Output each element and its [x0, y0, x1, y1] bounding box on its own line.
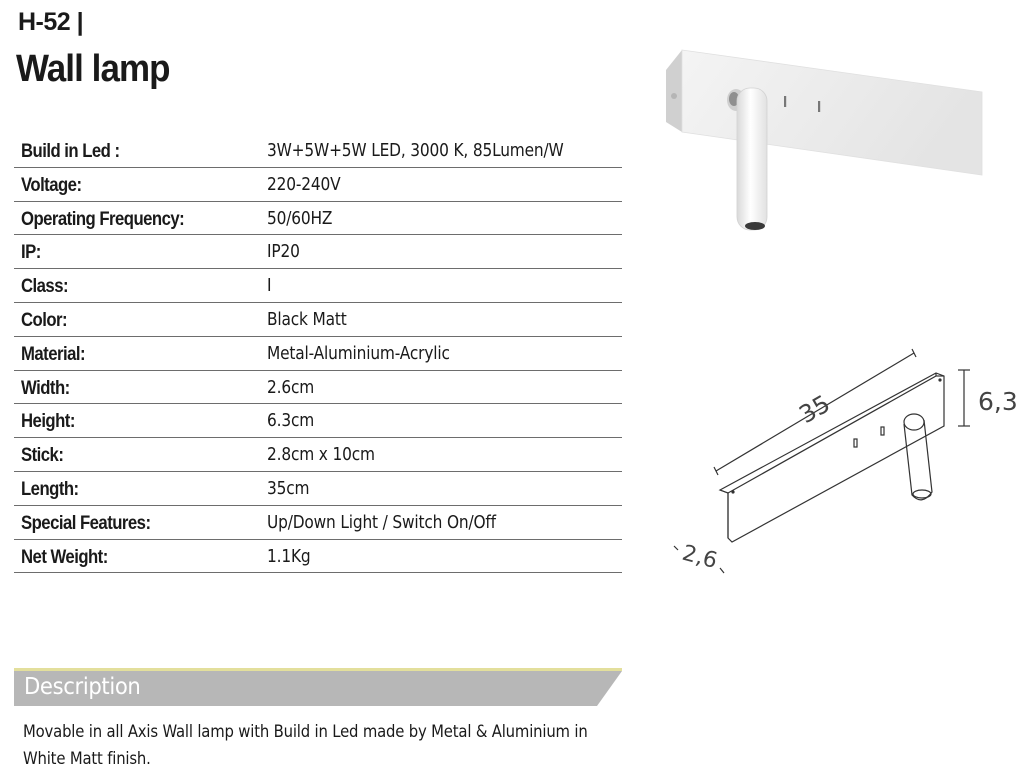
- spec-label: Operating Frequency:: [21, 208, 185, 230]
- spec-row: [14, 472, 622, 506]
- spec-value: 35cm: [267, 478, 310, 499]
- description-header: [14, 668, 622, 706]
- spec-value: Up/Down Light / Switch On/Off: [267, 512, 496, 533]
- spec-value: 6.3cm: [267, 411, 315, 432]
- dimension-drawing: [660, 340, 1020, 590]
- spec-value: 2.6cm: [267, 377, 315, 398]
- spec-row: [14, 202, 622, 236]
- product-photo: [660, 40, 990, 240]
- dimension-height: 6,3: [978, 387, 1018, 416]
- spec-value: 220-240V: [267, 174, 341, 195]
- spec-row: [14, 371, 622, 405]
- description-heading: Description: [24, 674, 141, 700]
- spec-row: [14, 506, 622, 540]
- spec-value: Black Matt: [267, 309, 347, 330]
- spec-table: [14, 134, 622, 573]
- spec-row: [14, 438, 622, 472]
- dimension-depth: 2,6: [679, 540, 720, 574]
- spec-row: [14, 303, 622, 337]
- spec-row: [14, 168, 622, 202]
- spec-row: [14, 540, 622, 574]
- spec-label: Material:: [21, 343, 86, 365]
- description-accent-line: [14, 668, 622, 671]
- spec-row: [14, 269, 622, 303]
- spec-label: Voltage:: [21, 174, 82, 196]
- spec-label: Color:: [21, 309, 68, 331]
- spec-label: Height:: [21, 411, 75, 433]
- description-line: White Matt finish.: [23, 749, 151, 768]
- spec-row: [14, 337, 622, 371]
- spec-value: 3W+5W+5W LED, 3000 K, 85Lumen/W: [267, 141, 564, 161]
- spec-value: 50/60HZ: [267, 208, 333, 229]
- spec-label: Net Weight:: [21, 546, 108, 568]
- spec-row: [14, 404, 622, 438]
- spec-value: Metal-Aluminium-Acrylic: [267, 343, 450, 364]
- description-line: Movable in all Axis Wall lamp with Build in Led made by Metal & Aluminium in: [23, 722, 588, 741]
- spec-label: Class:: [21, 276, 69, 298]
- spec-value: I: [267, 276, 272, 297]
- spec-label: Special Features:: [21, 512, 151, 534]
- product-title: Wall lamp: [16, 48, 170, 90]
- product-code: H-52 |: [18, 8, 84, 36]
- spec-value: IP20: [267, 242, 300, 263]
- spec-value: 2.8cm x 10cm: [267, 445, 375, 466]
- spec-label: Length:: [21, 478, 79, 500]
- spec-label: Width:: [21, 377, 70, 399]
- spec-label: Build in Led :: [21, 141, 120, 162]
- spec-label: Stick:: [21, 445, 64, 467]
- dimension-length: 35: [794, 389, 835, 430]
- spec-row: [14, 134, 622, 168]
- spec-label: IP:: [21, 242, 41, 264]
- spec-row: [14, 235, 622, 269]
- description-text: [23, 718, 623, 772]
- spec-value: 1.1Kg: [267, 546, 311, 567]
